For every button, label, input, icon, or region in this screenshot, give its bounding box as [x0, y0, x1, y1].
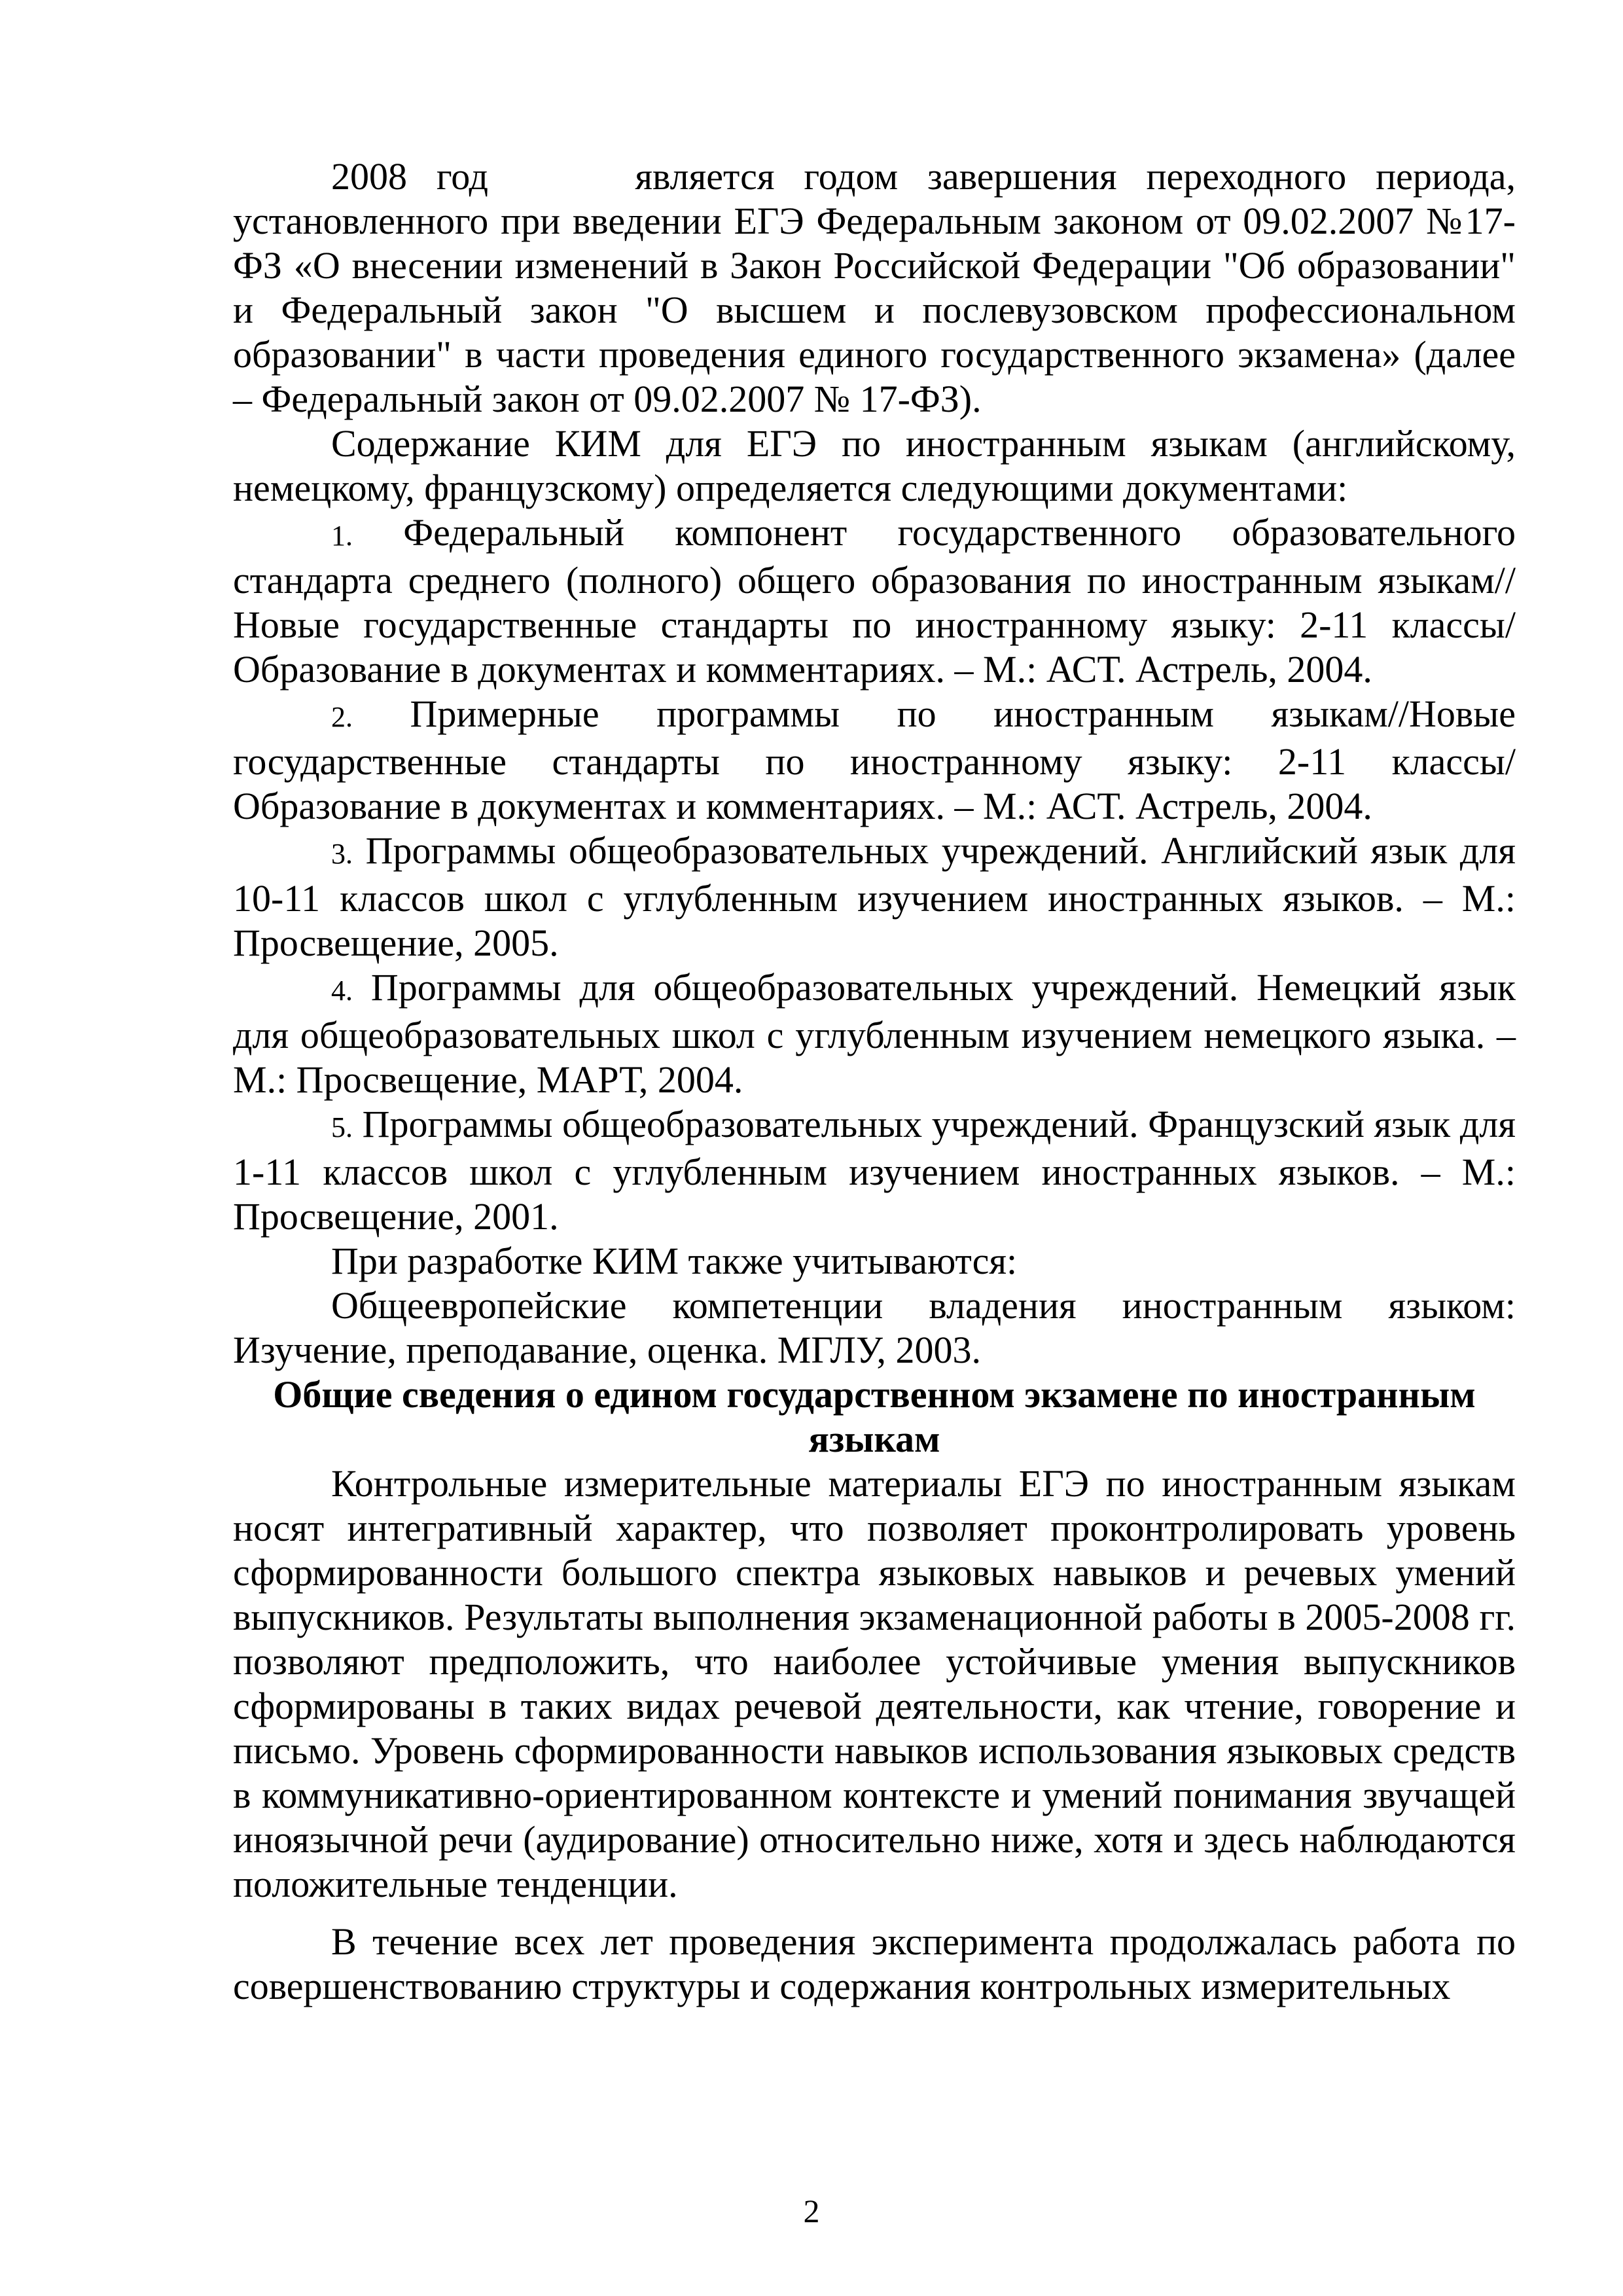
list-text: Федеральный компонент государственного образовательного стандарта среднего (полного) общего образования по иностранным языкам//Новые государственные стандарты по иностранному языку: 2-11 классы/ Образование в документах и комментариях. – М.: АСТ. Астрель, 2004. [233, 511, 1516, 691]
list-number: 5. [331, 1111, 353, 1143]
document-list-item [233, 965, 1516, 1102]
document-list-item [233, 692, 1516, 829]
list-number: 2. [331, 701, 353, 733]
list-text: Программы общеобразовательных учреждений. Французский язык для 1-11 классов школ с углубленным изучением иностранных языков. – М.: Просвещение, 2001. [233, 1103, 1516, 1238]
document-list-item [233, 511, 1516, 692]
intro-paragraph [233, 154, 1516, 422]
intro-text: является годом завершения переходного периода, установленного при введении ЕГЭ Федеральным законом от 09.02.2007 №17-ФЗ «О внесении изменений в Закон Российской Федерации "Об образовании" и Федеральный закон "О высшем и послевузовском профессиональном образовании" в части проведения единого государственного экзамена» (далее – Федеральный закон от 09.02.2007 № 17-ФЗ). [233, 155, 1516, 420]
list-number: 4. [331, 975, 353, 1007]
section-paragraph: Контрольные измерительные материалы ЕГЭ по иностранным языкам носят интегративный характер, что позволяет проконтролировать уровень сформированности большого спектра языковых навыков и речевых умений выпускников. Результаты выполнения экзаменационной работы в 2005-2008 гг. позволяют предположить, что наиболее устойчивые умения выпускников сформированы в таких видах речевой деятельности, как чтение, говорение и письмо. Уровень сформированности навыков использования языковых средств в коммуникативно-ориентированном контексте и умений понимания звучащей иноязычной речи (аудирование) относительно ниже, хотя и здесь наблюдаются положительные тенденции. [233, 1462, 1516, 1905]
section-paragraph: В течение всех лет проведения эксперимента продолжалась работа по совершенствованию структуры и содержания контрольных измерительных [233, 1920, 1516, 2007]
list-number: 3. [331, 838, 353, 870]
list-number: 1. [331, 520, 353, 552]
body-text [233, 154, 1516, 2009]
list-text: Программы для общеобразовательных учреждений. Немецкий язык для общеобразовательных школ с углубленным изучением немецкого языка. – М.: Просвещение, МАРТ, 2004. [233, 966, 1516, 1101]
list-text: Примерные программы по иностранным языкам//Новые государственные стандарты по иностранному языку: 2-11 классы/ Образование в документах и комментариях. – М.: АСТ. Астрель, 2004. [233, 692, 1516, 827]
list-text: Программы общеобразовательных учреждений. Английский язык для 10-11 классов школ с углубленным изучением иностранных языков. – М.: Просвещение, 2005. [233, 829, 1516, 964]
also-considered-paragraph: При разработке КИМ также учитываются: [331, 1240, 1018, 1282]
intro-year: 2008 год [331, 155, 489, 198]
document-list-item [233, 829, 1516, 965]
page-number: 2 [803, 2193, 820, 2229]
content-intro-paragraph: Содержание КИМ для ЕГЭ по иностранным языкам (английскому, немецкому, французскому) определяется следующими документами: [233, 422, 1516, 509]
section-heading: Общие сведения о едином государственном экзамене по иностранным языкам [273, 1373, 1476, 1460]
european-competences-paragraph: Общеевропейские компетенции владения иностранным языком: Изучение, преподавание, оценка. МГЛУ, 2003. [233, 1284, 1516, 1371]
document-list-item [233, 1102, 1516, 1239]
